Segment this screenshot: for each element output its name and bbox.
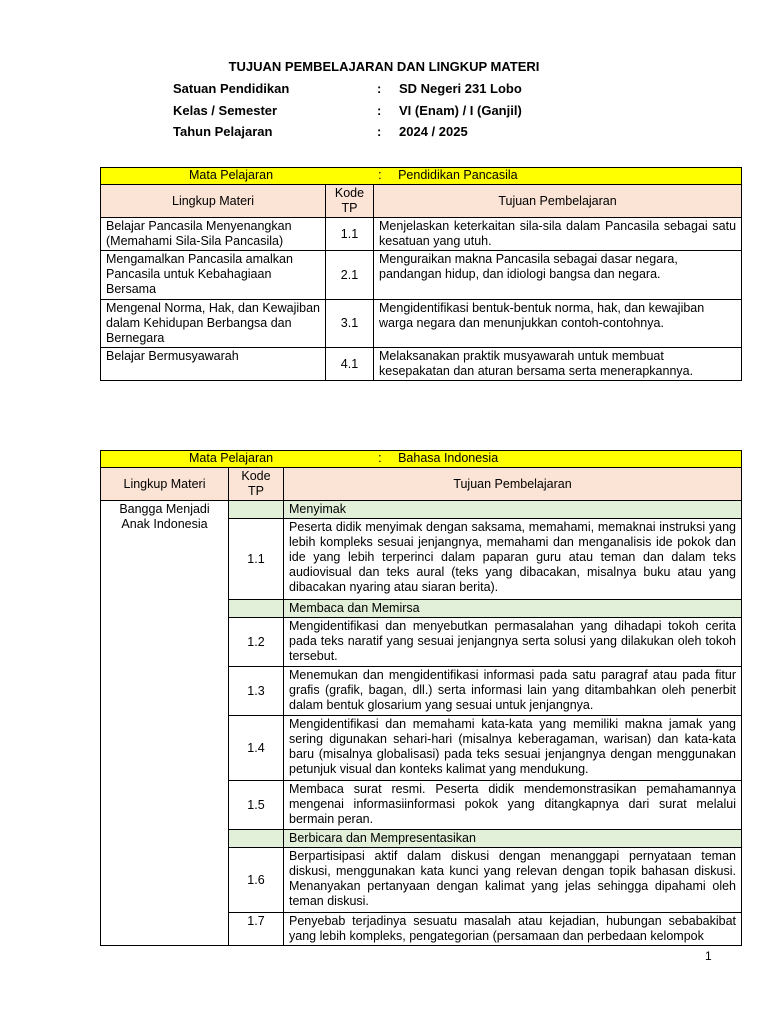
table-row [101, 251, 742, 300]
subject-row [101, 451, 742, 468]
section-empty-cell [229, 501, 284, 519]
kode-cell: 1.1 [326, 218, 374, 251]
kode-cell: 4.1 [326, 348, 374, 381]
meta-label: Satuan Pendidikan [173, 81, 290, 96]
table-row [101, 218, 742, 251]
header-row [101, 185, 742, 218]
section-menyimak: Menyimak [284, 501, 742, 519]
header-row [101, 468, 742, 501]
tujuan-cell: Membaca surat resmi. Peserta didik mendemonstrasikan pemahamannya mengenai informasiinformasi pokok yang ditangkapnya dari surat melalui bermain peran. [284, 781, 742, 830]
tujuan-cell: Menguraikan makna Pancasila sebagai dasar negara, pandangan hidup, dan idiologi bangsa dan negara. [374, 251, 742, 300]
section-empty-cell [229, 600, 284, 618]
subject-label: Mata Pelajaran [189, 168, 274, 182]
tujuan-cell: Menemukan dan mengidentifikasi informasi pada satu paragraf atau pada fitur grafis (grafik, bagan, dll.) serta informasi lain yang ditambahkan oleh penerbit dalam bentuk glosarium yang sesuai untuk jenjangnya. [284, 667, 742, 716]
kode-cell: 1.3 [229, 667, 284, 716]
table-row [101, 300, 742, 348]
header-kode: Kode TP [229, 468, 284, 501]
table-bahasa-indonesia [100, 450, 742, 946]
page-number: 1 [705, 949, 712, 963]
tujuan-cell: Mengidentifikasi dan memahami kata-kata yang memiliki makna jamak yang sering digunakan sehari-hari (misalnya keberagaman, warisan) dan kata-kata baru (misalnya globalisasi) pada teks sesuai jenjangnya dengan menggunakan petunjuk visual dan konteks kalimat yang mendukung. [284, 716, 742, 781]
tujuan-cell: Penyebab terjadinya sesuatu masalah atau kejadian, hubungan sebabakibat yang lebih kompleks, pengategorian (persamaan dan perbedaan kelompok [284, 913, 742, 946]
kode-cell: 1.2 [229, 618, 284, 667]
section-berbicara: Berbicara dan Mempresentasikan [284, 830, 742, 848]
page-title: TUJUAN PEMBELAJARAN DAN LINGKUP MATERI [228, 59, 540, 74]
header-tujuan: Tujuan Pembelajaran [374, 185, 742, 218]
kode-cell: 1.4 [229, 716, 284, 781]
tujuan-cell: Mengidentifikasi dan menyebutkan permasalahan yang dihadapi tokoh cerita pada teks naratif yang sesuai jenjangnya serta solusi yang dilakukan oleh tokoh tersebut. [284, 618, 742, 667]
meta-colon: : [377, 81, 382, 96]
materi-cell: Belajar Pancasila Menyenangkan (Memahami Sila-Sila Pancasila) [101, 218, 326, 251]
section-membaca: Membaca dan Memirsa [284, 600, 742, 618]
meta-value: 2024 / 2025 [399, 124, 468, 139]
kode-cell: 3.1 [326, 300, 374, 348]
materi-cell: Belajar Bermusyawarah [101, 348, 326, 381]
kode-cell: 1.6 [229, 848, 284, 913]
header-lingkup: Lingkup Materi [101, 468, 229, 501]
meta-colon: : [377, 124, 382, 139]
subject-colon: : [378, 168, 382, 182]
subject-cell [101, 168, 742, 185]
materi-cell: Mengamalkan Pancasila amalkan Pancasila untuk Kebahagiaan Bersama [101, 251, 326, 300]
meta-value: SD Negeri 231 Lobo [399, 81, 522, 96]
header-kode: Kode TP [326, 185, 374, 218]
section-empty-cell [229, 830, 284, 848]
meta-colon: : [377, 103, 382, 118]
table-pancasila [100, 167, 742, 381]
subject-row [101, 168, 742, 185]
tujuan-cell: Mengidentifikasi bentuk-bentuk norma, hak, dan kewajiban warga negara dan menunjukkan contoh-contohnya. [374, 300, 742, 348]
table-row [101, 348, 742, 381]
tujuan-cell: Menjelaskan keterkaitan sila-sila dalam Pancasila sebagai satu kesatuan yang utuh. [374, 218, 742, 251]
subject-value: Bahasa Indonesia [398, 451, 499, 465]
header-lingkup: Lingkup Materi [101, 185, 326, 218]
subject-label: Mata Pelajaran [189, 451, 274, 465]
subject-cell [101, 451, 742, 468]
tujuan-cell: Berpartisipasi aktif dalam diskusi dengan menanggapi pernyataan teman diskusi, menggunakan kata kunci yang relevan dengan topik bahasan diskusi. Menanyakan pertanyaan dengan kalimat yang jelas sehingga dipahami oleh teman diskusi. [284, 848, 742, 913]
kode-cell: 1.7 [229, 913, 284, 946]
section-row [101, 501, 742, 519]
kode-cell: 2.1 [326, 251, 374, 300]
meta-label: Tahun Pelajaran [173, 124, 273, 139]
subject-colon: : [378, 451, 382, 465]
materi-cell: Mengenal Norma, Hak, dan Kewajiban dalam Kehidupan Berbangsa dan Bernegara [101, 300, 326, 348]
subject-value: Pendidikan Pancasila [398, 168, 518, 182]
header-tujuan: Tujuan Pembelajaran [284, 468, 742, 501]
meta-value: VI (Enam) / I (Ganjil) [399, 103, 522, 118]
kode-cell: 1.1 [229, 519, 284, 600]
tujuan-cell: Melaksanakan praktik musyawarah untuk membuat kesepakatan dan aturan bersama serta menerapkannya. [374, 348, 742, 381]
tujuan-cell: Peserta didik menyimak dengan saksama, memahami, memaknai instruksi yang lebih kompleks sesuai jenjangnya, memahami dan menganalisis ide pokok dan ide yang lebih terperinci dalam paparan guru atau teman dan dalam teks audiovisual dan teks aural (teks yang dibacakan, misalnya buku atau yang dibacakan nyaring atau siaran berita). [284, 519, 742, 600]
materi-cell: Bangga Menjadi Anak Indonesia [101, 501, 229, 946]
kode-cell: 1.5 [229, 781, 284, 830]
meta-label: Kelas / Semester [173, 103, 278, 118]
